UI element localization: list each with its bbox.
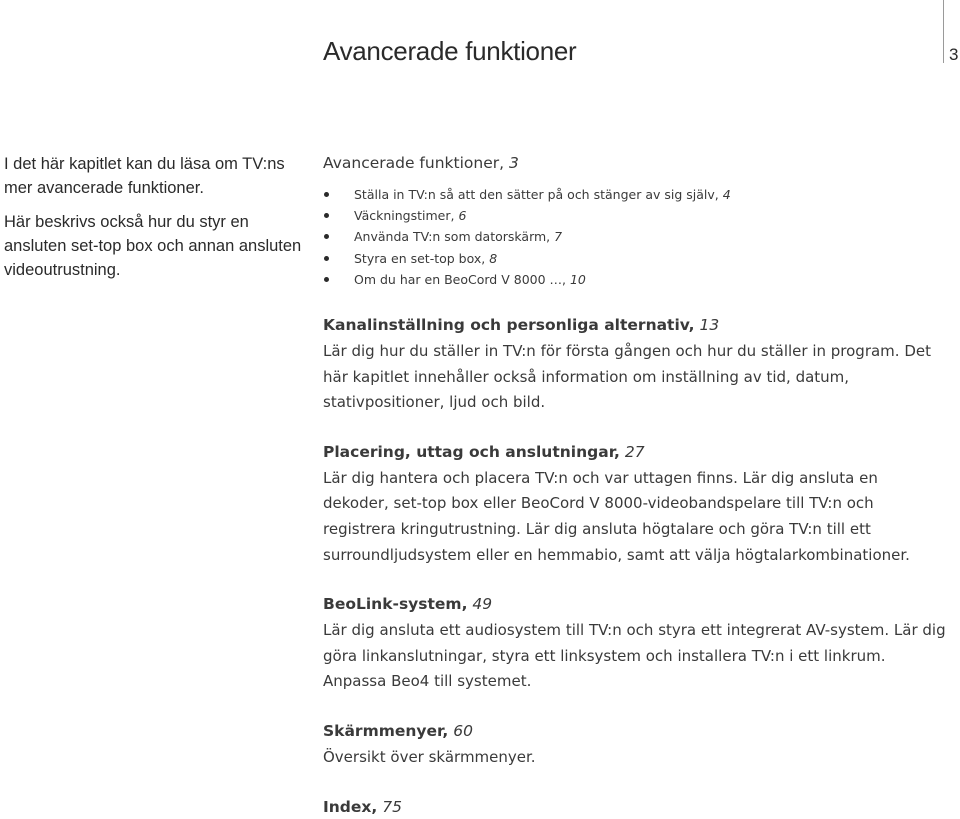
toc-main-title: Avancerade funktioner,	[323, 154, 505, 172]
toc-sub-item-text: Om du har en BeoCord V 8000 …,	[354, 271, 566, 287]
toc-section-page: 13	[699, 316, 720, 335]
toc-sub-item-page: 4	[722, 187, 731, 202]
bullet-icon	[324, 213, 329, 218]
toc-sub-item-text: Ställa in TV:n så att den sätter på och stänger av sig själv,	[354, 187, 719, 202]
toc-section-title: Skärmmenyer,	[323, 721, 449, 740]
toc-section-heading[interactable]	[323, 592, 948, 616]
toc-section-heading[interactable]	[323, 313, 948, 337]
toc-section-page: 27	[624, 442, 645, 461]
toc-section-page: 60	[453, 721, 473, 740]
toc-section-heading[interactable]	[323, 440, 948, 464]
toc-main-page: 3	[508, 154, 519, 172]
bullet-icon	[324, 277, 329, 282]
toc-section-title: BeoLink-system,	[323, 595, 468, 614]
bullet-icon	[324, 192, 329, 197]
toc-section-title: Placering, uttag och anslutningar,	[323, 442, 620, 461]
toc-section	[323, 795, 948, 819]
toc-section-title: Kanalinställning och personliga alternativ,	[323, 316, 695, 335]
toc-sub-item[interactable]	[323, 226, 948, 247]
toc-section	[323, 440, 948, 568]
toc-sub-item-page: 8	[489, 250, 498, 266]
toc-section	[323, 592, 948, 695]
bullet-icon	[324, 256, 329, 261]
toc-sub-item-page: 7	[554, 229, 563, 245]
page-divider-rule	[943, 0, 944, 63]
toc-section-description: Lär dig hur du ställer in TV:n för första gången och hur du ställer in program. Det här kapitlet innehåller också information om inställning av tid, datum, stativpositioner, ljud och bild.	[323, 342, 931, 412]
toc-sub-item[interactable]	[323, 248, 948, 269]
toc-sub-list	[323, 184, 948, 290]
toc-main-entry[interactable]	[323, 151, 948, 175]
toc-section-page: 49	[472, 595, 493, 614]
intro-text	[4, 152, 304, 292]
toc-section	[323, 719, 948, 771]
intro-paragraph-2: Här beskrivs också hur du styr en ansluten set-top box och annan ansluten videoutrustning.	[4, 213, 302, 279]
page-number: 3	[949, 45, 959, 64]
toc-sub-item-text: Använda TV:n som datorskärm,	[354, 229, 551, 245]
toc-section-description: Översikt över skärmmenyer.	[323, 747, 536, 766]
toc-section-title: Index,	[323, 797, 378, 816]
toc-sub-item[interactable]	[323, 269, 948, 290]
bullet-icon	[324, 234, 329, 239]
toc-section-heading[interactable]	[323, 719, 948, 743]
toc-sub-item[interactable]	[323, 184, 948, 205]
intro-paragraph-1: I det här kapitlet kan du läsa om TV:ns mer avancerade funktioner.	[4, 155, 285, 197]
toc-sub-item-text: Styra en set-top box,	[354, 250, 486, 266]
toc-section-description: Lär dig ansluta ett audiosystem till TV:n och styra ett integrerat AV-system. Lär dig göra linkanslutningar, styra ett linksystem och installera TV:n i ett linkrum. Anpassa Beo4 till systemet.	[323, 621, 946, 691]
toc-sub-item-text: Väckningstimer,	[354, 208, 455, 224]
toc-section-heading[interactable]	[323, 795, 948, 819]
toc-sub-item-page: 6	[458, 208, 467, 224]
toc-section	[323, 313, 948, 416]
toc-sub-item-page: 10	[569, 271, 586, 287]
toc-section-description: Lär dig hantera och placera TV:n och var uttagen finns. Lär dig ansluta en dekoder, set-top box eller BeoCord V 8000-videobandspelare till TV:n och registrera kringutrustning. Lär dig ansluta högtalare och göra TV:n till ett surroundljudsystem eller en hemmabio, samt att välja högtalarkombinationer.	[323, 468, 910, 564]
page-title: Avancerade funktioner	[323, 36, 577, 66]
toc-section-page: 75	[382, 797, 402, 816]
toc-sub-item[interactable]	[323, 205, 948, 226]
table-of-contents	[323, 151, 948, 819]
